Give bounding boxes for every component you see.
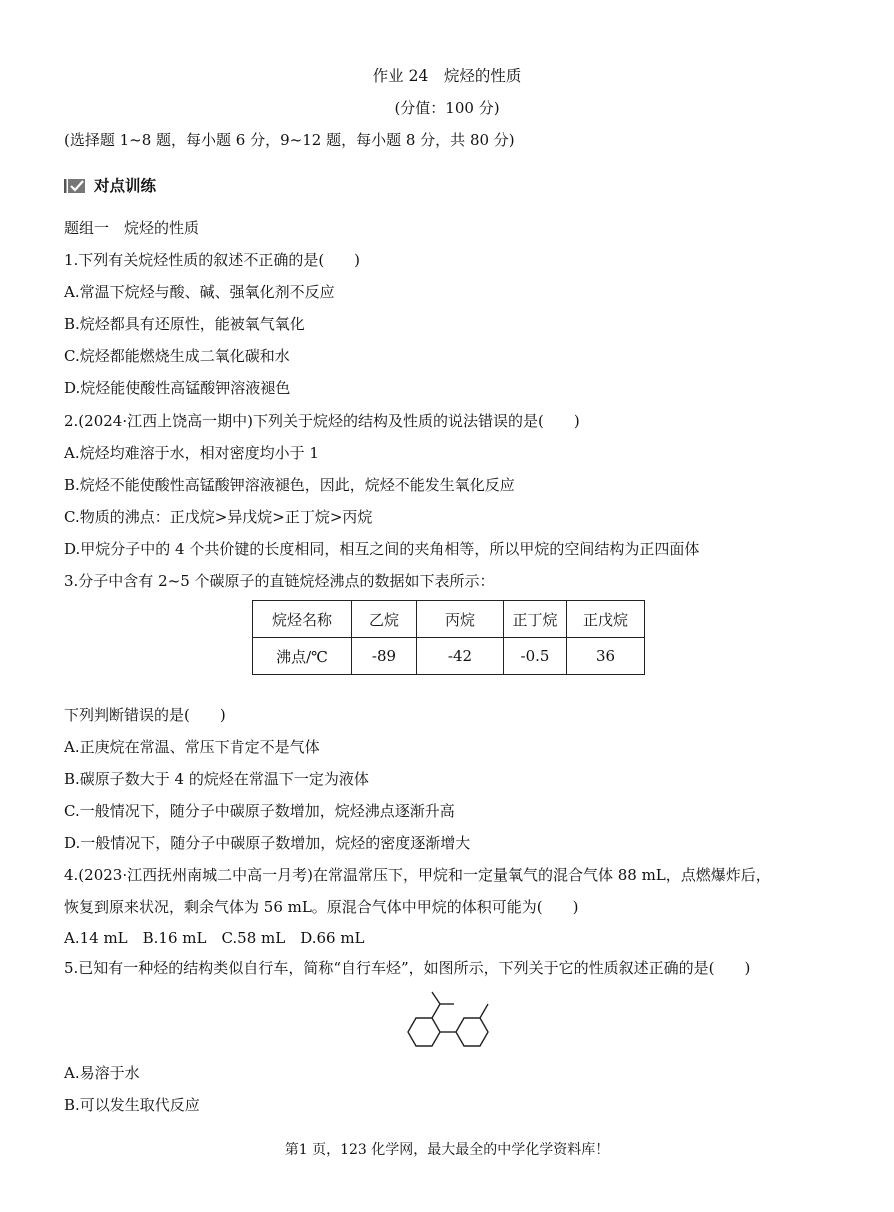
question-1-option-a: A.常温下烷烃与酸、碱、强氧化剂不反应	[64, 283, 335, 301]
question-2-option-a: A.烷烃均难溶于水，相对密度均小于 1	[64, 444, 319, 462]
question-3-stem: 3.分子中含有 2~5 个碳原子的直链烷烃沸点的数据如下表所示：	[64, 572, 495, 590]
question-2-option-d: D.甲烷分子中的 4 个共价键的长度相同，相互之间的夹角相等，所以甲烷的空间结构为正四面体	[64, 540, 700, 558]
question-4-stem-line-2: 恢复到原来状况，剩余气体为 56 mL。原混合气体中甲烷的体积可能为( )	[64, 898, 579, 916]
instructions: (选择题 1~8 题，每小题 6 分，9~12 题，每小题 8 分，共 80 分)	[64, 131, 515, 149]
table-header-cell: 乙烷	[352, 601, 417, 638]
table-header-cell: 正丁烷	[504, 601, 567, 638]
question-1-option-c: C.烷烃都能燃烧生成二氧化碳和水	[64, 347, 290, 365]
bicycle-hydrocarbon-structure	[400, 990, 500, 1054]
question-5-stem: 5.已知有一种烃的结构类似自行车，简称“自行车烃”，如图所示，下列关于它的性质叙述正确的是( )	[64, 959, 751, 977]
question-1-stem: 1.下列有关烷烃性质的叙述不正确的是( )	[64, 251, 361, 269]
table-cell: -0.5	[504, 638, 567, 675]
table-cell: 36	[567, 638, 645, 675]
table-header-cell: 正戊烷	[567, 601, 645, 638]
checklist-icon	[64, 178, 86, 194]
question-1-option-d: D.烷烃能使酸性高锰酸钾溶液褪色	[64, 379, 291, 397]
question-3-option-c: C.一般情况下，随分子中碳原子数增加，烷烃沸点逐渐升高	[64, 802, 455, 820]
boiling-point-table	[252, 600, 645, 675]
section-label: 对点训练	[94, 177, 157, 195]
group-heading: 题组一 烷烃的性质	[64, 219, 200, 237]
table-cell: -42	[417, 638, 504, 675]
question-2-option-c: C.物质的沸点：正戊烷>异戊烷>正丁烷>丙烷	[64, 508, 373, 526]
page-footer: 第1 页，123 化学网，最大最全的中学化学资料库！	[284, 1142, 610, 1158]
table-cell: 沸点/℃	[253, 638, 352, 675]
table-header-cell: 丙烷	[417, 601, 504, 638]
question-4-stem-line-1: 4.(2023·江西抚州南城二中高一月考)在常温常压下，甲烷和一定量氧气的混合气体 88 mL，点燃爆炸后，	[64, 866, 771, 884]
page-title: 作业 24 烷烃的性质	[372, 67, 522, 85]
table-cell: -89	[352, 638, 417, 675]
table-header-row	[253, 601, 645, 638]
question-5-option-a: A.易溶于水	[64, 1064, 140, 1082]
question-3-prompt: 下列判断错误的是( )	[64, 706, 226, 724]
question-5-option-b: B.可以发生取代反应	[64, 1096, 200, 1114]
question-3-option-a: A.正庚烷在常温、常压下肯定不是气体	[64, 738, 320, 756]
section-heading	[64, 176, 156, 196]
question-3-option-d: D.一般情况下，随分子中碳原子数增加，烷烃的密度逐渐增大	[64, 834, 471, 852]
question-2-option-b: B.烷烃不能使酸性高锰酸钾溶液褪色，因此，烷烃不能发生氧化反应	[64, 476, 515, 494]
question-1-option-b: B.烷烃都具有还原性，能被氧气氧化	[64, 315, 305, 333]
question-2-stem: 2.(2024·江西上饶高一期中)下列关于烷烃的结构及性质的说法错误的是( )	[64, 412, 580, 430]
table-row	[253, 638, 645, 675]
question-3-option-b: B.碳原子数大于 4 的烷烃在常温下一定为液体	[64, 770, 369, 788]
score-line: (分值：100 分)	[394, 99, 500, 117]
table-header-cell: 烷烃名称	[253, 601, 352, 638]
question-4-options: A.14 mL B.16 mL C.58 mL D.66 mL	[64, 929, 365, 947]
